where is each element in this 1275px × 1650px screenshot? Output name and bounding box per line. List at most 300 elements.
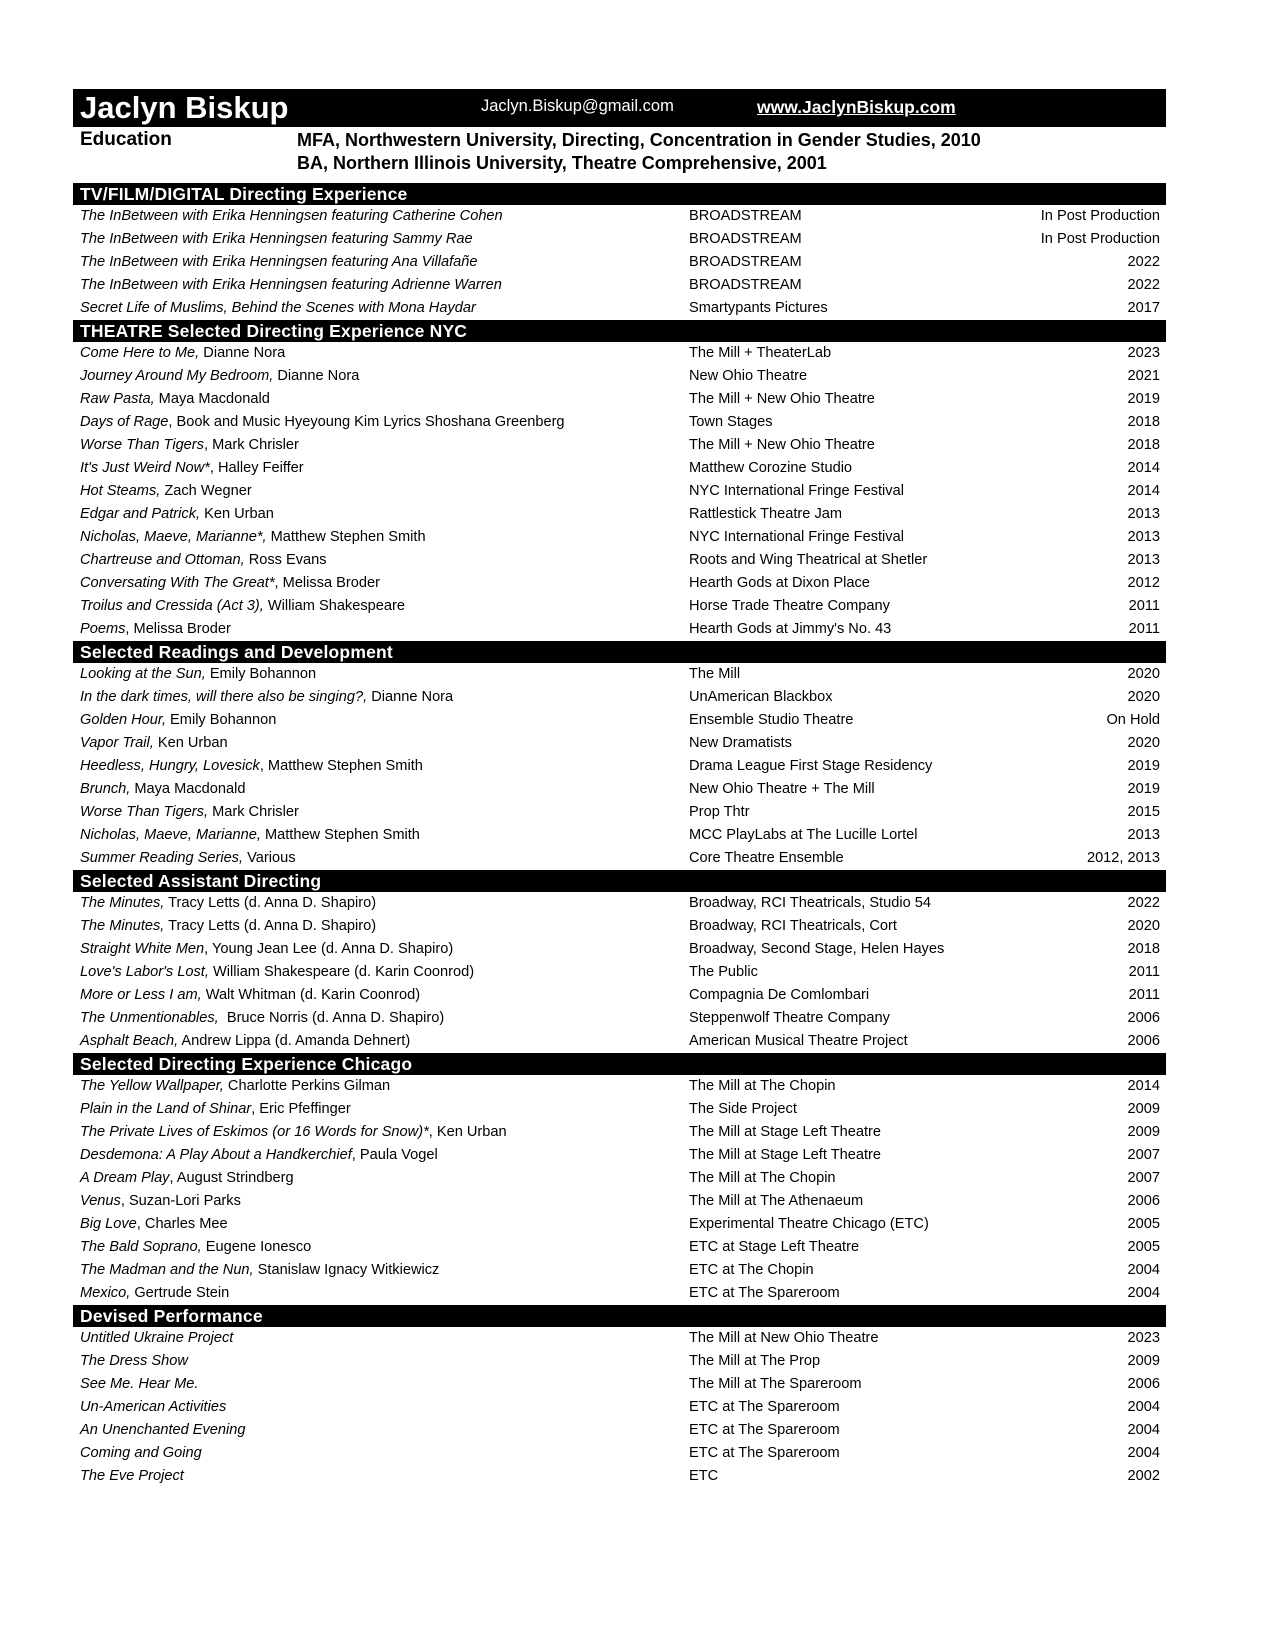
work-author: , Matthew Stephen Smith [259, 758, 423, 774]
year-cell: 2017 [1127, 300, 1160, 316]
venue-cell: Ensemble Studio Theatre [689, 712, 854, 728]
year-cell: 2014 [1127, 483, 1160, 499]
work-author: Ken Urban [153, 735, 228, 751]
year-cell: 2004 [1127, 1399, 1160, 1415]
credit-row [73, 938, 1166, 961]
work-author: Matthew Stephen Smith [266, 529, 426, 545]
resume-name: Jaclyn Biskup [80, 90, 289, 125]
work-cell [80, 1465, 184, 1488]
work-cell [80, 1282, 229, 1305]
credit-row [73, 801, 1166, 824]
credit-row [73, 388, 1166, 411]
year-cell: 2009 [1127, 1353, 1160, 1369]
work-title: Venus [80, 1193, 121, 1209]
work-cell [80, 755, 423, 778]
year-cell: 2019 [1127, 391, 1160, 407]
venue-cell: BROADSTREAM [689, 208, 802, 224]
year-cell: 2006 [1127, 1010, 1160, 1026]
year-cell: 2011 [1128, 987, 1160, 1003]
credit-row [73, 778, 1166, 801]
venue-cell: Hearth Gods at Jimmy's No. 43 [689, 621, 892, 637]
venue-cell: Matthew Corozine Studio [689, 460, 853, 476]
work-title: Brunch, [80, 781, 131, 797]
work-title: The Private Lives of Eskimos (or 16 Words for Snow)* [80, 1124, 429, 1140]
year-cell: 2013 [1127, 506, 1160, 522]
work-title: Raw Pasta, [80, 391, 155, 407]
venue-cell: ETC at The Spareroom [689, 1422, 840, 1438]
work-cell [80, 1190, 241, 1213]
venue-cell: ETC at Stage Left Theatre [689, 1239, 860, 1255]
work-cell [80, 342, 285, 365]
work-title: The InBetween with Erika Henningsen featuring Sammy Rae [80, 231, 473, 247]
venue-cell: New Ohio Theatre + The Mill [689, 781, 875, 797]
year-cell: 2004 [1127, 1422, 1160, 1438]
work-cell [80, 434, 299, 457]
work-cell [80, 1144, 438, 1167]
work-cell [80, 1442, 202, 1465]
work-cell [80, 1236, 311, 1259]
work-title: The Yellow Wallpaper, [80, 1078, 224, 1094]
work-title: See Me. Hear Me. [80, 1376, 199, 1392]
work-title: The InBetween with Erika Henningsen featuring Catherine Cohen [80, 208, 503, 224]
venue-cell: The Mill + New Ohio Theatre [689, 437, 875, 453]
venue-cell: Horse Trade Theatre Company [689, 598, 890, 614]
work-title: Vapor Trail, [80, 735, 154, 751]
work-cell [80, 480, 252, 503]
credit-row [73, 1442, 1166, 1465]
credit-row [73, 1373, 1166, 1396]
work-cell [80, 709, 276, 732]
venue-cell: The Side Project [689, 1101, 797, 1117]
education-line: BA, Northern Illinois University, Theatre Comprehensive, 2001 [297, 153, 827, 173]
work-title: Days of Rage [80, 414, 169, 430]
work-author: Stanislaw Ignacy Witkiewicz [253, 1262, 440, 1278]
credit-row [73, 526, 1166, 549]
venue-cell: The Mill at The Spareroom [689, 1376, 862, 1392]
venue-cell: The Public [689, 964, 758, 980]
work-cell [80, 549, 327, 572]
venue-cell: American Musical Theatre Project [689, 1033, 908, 1049]
work-title: The Bald Soprano, [80, 1239, 202, 1255]
venue-cell: Roots and Wing Theatrical at Shetler [689, 552, 928, 568]
work-title: An Unenchanted Evening [80, 1422, 246, 1438]
section-heading: Selected Directing Experience Chicago [73, 1053, 1166, 1075]
work-cell [80, 1121, 507, 1144]
year-cell: 2020 [1127, 666, 1160, 682]
work-title: Coming and Going [80, 1445, 202, 1461]
year-cell: 2013 [1127, 827, 1160, 843]
year-cell: 2013 [1127, 529, 1160, 545]
work-cell [80, 686, 453, 709]
work-author: Andrew Lippa (d. Amanda Dehnert) [178, 1033, 411, 1049]
credit-row [73, 251, 1166, 274]
section-heading: THEATRE Selected Directing Experience NYC [73, 320, 1166, 342]
venue-cell: The Mill at The Prop [689, 1353, 821, 1369]
credit-row [73, 1144, 1166, 1167]
venue-cell: The Mill + TheaterLab [689, 345, 832, 361]
work-author: , Mark Chrisler [203, 437, 299, 453]
work-title: It's Just Weird Now* [80, 460, 210, 476]
work-title: Journey Around My Bedroom, [80, 368, 274, 384]
work-cell [80, 663, 316, 686]
education-line: MFA, Northwestern University, Directing, Concentration in Gender Studies, 2010 [297, 130, 981, 150]
work-author: Tracy Letts (d. Anna D. Shapiro) [164, 918, 377, 934]
work-title: Come Here to Me, [80, 345, 200, 361]
work-cell [80, 1396, 226, 1419]
venue-cell: Compagnia De Comlombari [689, 987, 870, 1003]
work-cell [80, 297, 476, 320]
header-bar [73, 89, 1166, 127]
year-cell: 2014 [1127, 460, 1160, 476]
work-author: , Melissa Broder [125, 621, 231, 637]
year-cell: 2023 [1127, 1330, 1160, 1346]
venue-cell: New Ohio Theatre [689, 368, 808, 384]
venue-cell: Core Theatre Ensemble [689, 850, 844, 866]
year-cell: In Post Production [1040, 208, 1160, 224]
credit-row [73, 686, 1166, 709]
work-title: Heedless, Hungry, Lovesick [80, 758, 260, 774]
work-cell [80, 595, 405, 618]
credit-row [73, 1030, 1166, 1053]
year-cell: 2011 [1128, 964, 1160, 980]
work-title: Worse Than Tigers, [80, 804, 209, 820]
work-cell [80, 1350, 188, 1373]
work-author: Dianne Nora [273, 368, 360, 384]
year-cell: 2009 [1127, 1101, 1160, 1117]
credit-row [73, 847, 1166, 870]
work-title: Untitled Ukraine Project [80, 1330, 234, 1346]
work-title: Un-American Activities [80, 1399, 227, 1415]
work-author: , Suzan-Lori Parks [120, 1193, 241, 1209]
work-author: Emily Bohannon [205, 666, 317, 682]
work-title: Desdemona: A Play About a Handkerchief [80, 1147, 352, 1163]
year-cell: 2021 [1127, 368, 1160, 384]
venue-cell: ETC [689, 1468, 719, 1484]
venue-cell: Rattlestick Theatre Jam [689, 506, 843, 522]
credit-row [73, 663, 1166, 686]
venue-cell: Town Stages [689, 414, 773, 430]
year-cell: 2006 [1127, 1033, 1160, 1049]
resume-page [73, 89, 1166, 1488]
credit-row [73, 457, 1166, 480]
year-cell: 2002 [1127, 1468, 1160, 1484]
work-author: Charlotte Perkins Gilman [223, 1078, 391, 1094]
work-title: The Dress Show [80, 1353, 188, 1369]
credit-row [73, 1213, 1166, 1236]
venue-cell: Drama League First Stage Residency [689, 758, 933, 774]
year-cell: 2005 [1127, 1239, 1160, 1255]
work-author: , Charles Mee [136, 1216, 228, 1232]
work-title: Secret Life of Muslims, Behind the Scenes with Mona Haydar [80, 300, 476, 316]
venue-cell: Broadway, RCI Theatricals, Studio 54 [689, 895, 931, 911]
work-cell [80, 1373, 198, 1396]
work-cell [80, 1030, 410, 1053]
credit-row [73, 411, 1166, 434]
work-title: The Minutes, [80, 918, 165, 934]
work-author: , Book and Music Hyeyoung Kim Lyrics Shoshana Greenberg [168, 414, 565, 430]
credit-row [73, 732, 1166, 755]
year-cell: 2013 [1127, 552, 1160, 568]
section-heading: Selected Assistant Directing [73, 870, 1166, 892]
year-cell: 2005 [1127, 1216, 1160, 1232]
year-cell: 2020 [1127, 689, 1160, 705]
work-cell [80, 388, 270, 411]
credit-row [73, 1121, 1166, 1144]
work-cell [80, 778, 246, 801]
work-cell [80, 1259, 439, 1282]
credit-row [73, 205, 1166, 228]
work-title: Nicholas, Maeve, Marianne, [80, 827, 261, 843]
venue-cell: Steppenwolf Theatre Company [689, 1010, 890, 1026]
credit-row [73, 1075, 1166, 1098]
venue-cell: BROADSTREAM [689, 254, 802, 270]
credit-row [73, 755, 1166, 778]
credit-row [73, 572, 1166, 595]
venue-cell: The Mill [689, 666, 741, 682]
work-title: More or Less I am, [80, 987, 202, 1003]
year-cell: 2006 [1127, 1376, 1160, 1392]
work-cell [80, 526, 426, 549]
year-cell: 2019 [1127, 758, 1160, 774]
work-title: Conversating With The Great* [80, 575, 275, 591]
education-label: Education [80, 129, 172, 150]
venue-cell: BROADSTREAM [689, 231, 802, 247]
venue-cell: ETC at The Spareroom [689, 1285, 840, 1301]
work-author: , Paula Vogel [351, 1147, 438, 1163]
work-author: Mark Chrisler [208, 804, 299, 820]
year-cell: 2004 [1127, 1285, 1160, 1301]
credit-row [73, 618, 1166, 641]
work-author: Walt Whitman (d. Karin Coonrod) [201, 987, 421, 1003]
credit-row [73, 824, 1166, 847]
work-author: , Melissa Broder [274, 575, 380, 591]
work-author: Tracy Letts (d. Anna D. Shapiro) [164, 895, 377, 911]
work-title: The Minutes, [80, 895, 165, 911]
work-cell [80, 457, 304, 480]
year-cell: 2007 [1127, 1147, 1160, 1163]
work-title: The Eve Project [80, 1468, 184, 1484]
work-cell [80, 1327, 233, 1350]
sections-container [73, 183, 1166, 1488]
work-cell [80, 984, 420, 1007]
venue-cell: The Mill at The Chopin [689, 1170, 836, 1186]
credit-row [73, 297, 1166, 320]
work-author: Zach Wegner [160, 483, 252, 499]
work-author: Maya Macdonald [154, 391, 270, 407]
year-cell: 2004 [1127, 1445, 1160, 1461]
work-author: , Ken Urban [428, 1124, 507, 1140]
year-cell: 2014 [1127, 1078, 1160, 1094]
work-author: , August Strindberg [169, 1170, 294, 1186]
credit-row [73, 434, 1166, 457]
work-title: Mexico, [80, 1285, 131, 1301]
work-title: Big Love [80, 1216, 137, 1232]
work-title: A Dream Play [80, 1170, 170, 1186]
year-cell: 2022 [1127, 895, 1160, 911]
credit-row [73, 892, 1166, 915]
venue-cell: NYC International Fringe Festival [689, 529, 904, 545]
credit-row [73, 709, 1166, 732]
work-cell [80, 938, 453, 961]
credit-row [73, 1396, 1166, 1419]
work-author: , Halley Feiffer [209, 460, 304, 476]
work-cell [80, 824, 420, 847]
venue-cell: The Mill at New Ohio Theatre [689, 1330, 879, 1346]
venue-cell: Broadway, Second Stage, Helen Hayes [689, 941, 945, 957]
year-cell: 2023 [1127, 345, 1160, 361]
work-author: Emily Bohannon [166, 712, 277, 728]
work-title: Worse Than Tigers [80, 437, 204, 453]
credit-row [73, 595, 1166, 618]
year-cell: 2007 [1127, 1170, 1160, 1186]
work-title: Chartreuse and Ottoman, [80, 552, 245, 568]
credit-row [73, 1190, 1166, 1213]
section-heading: TV/FILM/DIGITAL Directing Experience [73, 183, 1166, 205]
venue-cell: Smartypants Pictures [689, 300, 828, 316]
year-cell: 2011 [1128, 598, 1160, 614]
work-cell [80, 1007, 444, 1030]
work-title: In the dark times, will there also be singing?, [80, 689, 368, 705]
year-cell: 2022 [1127, 254, 1160, 270]
venue-cell: Hearth Gods at Dixon Place [689, 575, 870, 591]
work-title: The InBetween with Erika Henningsen featuring Ana Villafañe [80, 254, 478, 270]
venue-cell: BROADSTREAM [689, 277, 802, 293]
credit-row [73, 549, 1166, 572]
work-author: Eugene Ionesco [201, 1239, 312, 1255]
venue-cell: The Mill at The Athenaeum [689, 1193, 864, 1209]
venue-cell: Broadway, RCI Theatricals, Cort [689, 918, 897, 934]
year-cell: 2018 [1127, 941, 1160, 957]
work-title: The Unmentionables, [80, 1010, 219, 1026]
year-cell: 2018 [1127, 414, 1160, 430]
work-cell [80, 1098, 351, 1121]
credit-row [73, 228, 1166, 251]
work-author: Dianne Nora [367, 689, 454, 705]
work-title: Edgar and Patrick, [80, 506, 201, 522]
work-cell [80, 365, 359, 388]
venue-cell: ETC at The Chopin [689, 1262, 814, 1278]
year-cell: 2009 [1127, 1124, 1160, 1140]
venue-cell: NYC International Fringe Festival [689, 483, 904, 499]
credit-row [73, 961, 1166, 984]
section-heading: Devised Performance [73, 1305, 1166, 1327]
work-cell [80, 572, 380, 595]
work-cell [80, 1167, 294, 1190]
work-cell [80, 892, 376, 915]
work-author: Dianne Nora [199, 345, 286, 361]
credit-row [73, 1098, 1166, 1121]
credit-row [73, 1236, 1166, 1259]
work-cell [80, 915, 376, 938]
work-cell [80, 1419, 246, 1442]
work-cell [80, 961, 474, 984]
work-cell [80, 801, 299, 824]
work-title: Summer Reading Series, [80, 850, 244, 866]
work-author: Gertrude Stein [130, 1285, 230, 1301]
work-title: Troilus and Cressida (Act 3), [80, 598, 264, 614]
credit-row [73, 915, 1166, 938]
venue-cell: New Dramatists [689, 735, 792, 751]
work-title: Golden Hour, [80, 712, 166, 728]
credit-row [73, 1327, 1166, 1350]
year-cell: 2012, 2013 [1086, 850, 1160, 866]
year-cell: 2020 [1127, 918, 1160, 934]
credit-row [73, 1419, 1166, 1442]
credit-row [73, 503, 1166, 526]
year-cell: 2019 [1127, 781, 1160, 797]
work-title: Hot Steams, [80, 483, 161, 499]
year-cell: 2012 [1127, 575, 1160, 591]
work-cell [80, 503, 274, 526]
work-author: Various [243, 850, 296, 866]
venue-cell: ETC at The Spareroom [689, 1445, 840, 1461]
credit-row [73, 480, 1166, 503]
website-link[interactable]: www.JaclynBiskup.com [757, 97, 956, 117]
work-title: Plain in the Land of Shinar [80, 1101, 252, 1117]
credit-row [73, 1007, 1166, 1030]
work-author: Ken Urban [200, 506, 274, 522]
venue-cell: ETC at The Spareroom [689, 1399, 840, 1415]
work-cell [80, 732, 228, 755]
venue-cell: Experimental Theatre Chicago (ETC) [689, 1216, 929, 1232]
year-cell: 2020 [1127, 735, 1160, 751]
venue-cell: Prop Thtr [689, 804, 750, 820]
work-cell [80, 618, 231, 641]
work-cell [80, 274, 502, 297]
venue-cell: MCC PlayLabs at The Lucille Lortel [689, 827, 918, 843]
work-author: Matthew Stephen Smith [260, 827, 420, 843]
credit-row [73, 1259, 1166, 1282]
work-cell [80, 411, 565, 434]
education-lines [297, 129, 981, 175]
work-author: , Eric Pfeffinger [251, 1101, 351, 1117]
work-title: Asphalt Beach, [80, 1033, 179, 1049]
work-author: Ross Evans [244, 552, 327, 568]
education-block [73, 127, 1166, 183]
venue-cell: The Mill at The Chopin [689, 1078, 836, 1094]
work-cell [80, 205, 503, 228]
work-author: Maya Macdonald [130, 781, 246, 797]
work-author: Bruce Norris (d. Anna D. Shapiro) [218, 1010, 445, 1026]
credit-row [73, 1465, 1166, 1488]
year-cell: 2006 [1127, 1193, 1160, 1209]
credit-row [73, 984, 1166, 1007]
section-heading: Selected Readings and Development [73, 641, 1166, 663]
credit-row [73, 274, 1166, 297]
venue-cell: The Mill at Stage Left Theatre [689, 1124, 881, 1140]
work-title: Looking at the Sun, [80, 666, 206, 682]
email-link[interactable]: Jaclyn.Biskup@gmail.com [481, 97, 674, 115]
work-title: The InBetween with Erika Henningsen featuring Adrienne Warren [80, 277, 502, 293]
year-cell: 2011 [1128, 621, 1160, 637]
work-title: The Madman and the Nun, [80, 1262, 254, 1278]
year-cell: 2015 [1127, 804, 1160, 820]
year-cell: 2018 [1127, 437, 1160, 453]
work-title: Poems [80, 621, 126, 637]
work-title: Nicholas, Maeve, Marianne*, [80, 529, 267, 545]
work-cell [80, 251, 478, 274]
credit-row [73, 1282, 1166, 1305]
work-title: Love's Labor's Lost, [80, 964, 209, 980]
work-cell [80, 228, 473, 251]
work-author: , Young Jean Lee (d. Anna D. Shapiro) [204, 941, 454, 957]
credit-row [73, 1350, 1166, 1373]
work-cell [80, 1075, 390, 1098]
work-author: William Shakespeare (d. Karin Coonrod) [208, 964, 475, 980]
work-cell [80, 847, 296, 870]
year-cell: On Hold [1106, 712, 1160, 728]
venue-cell: The Mill + New Ohio Theatre [689, 391, 875, 407]
